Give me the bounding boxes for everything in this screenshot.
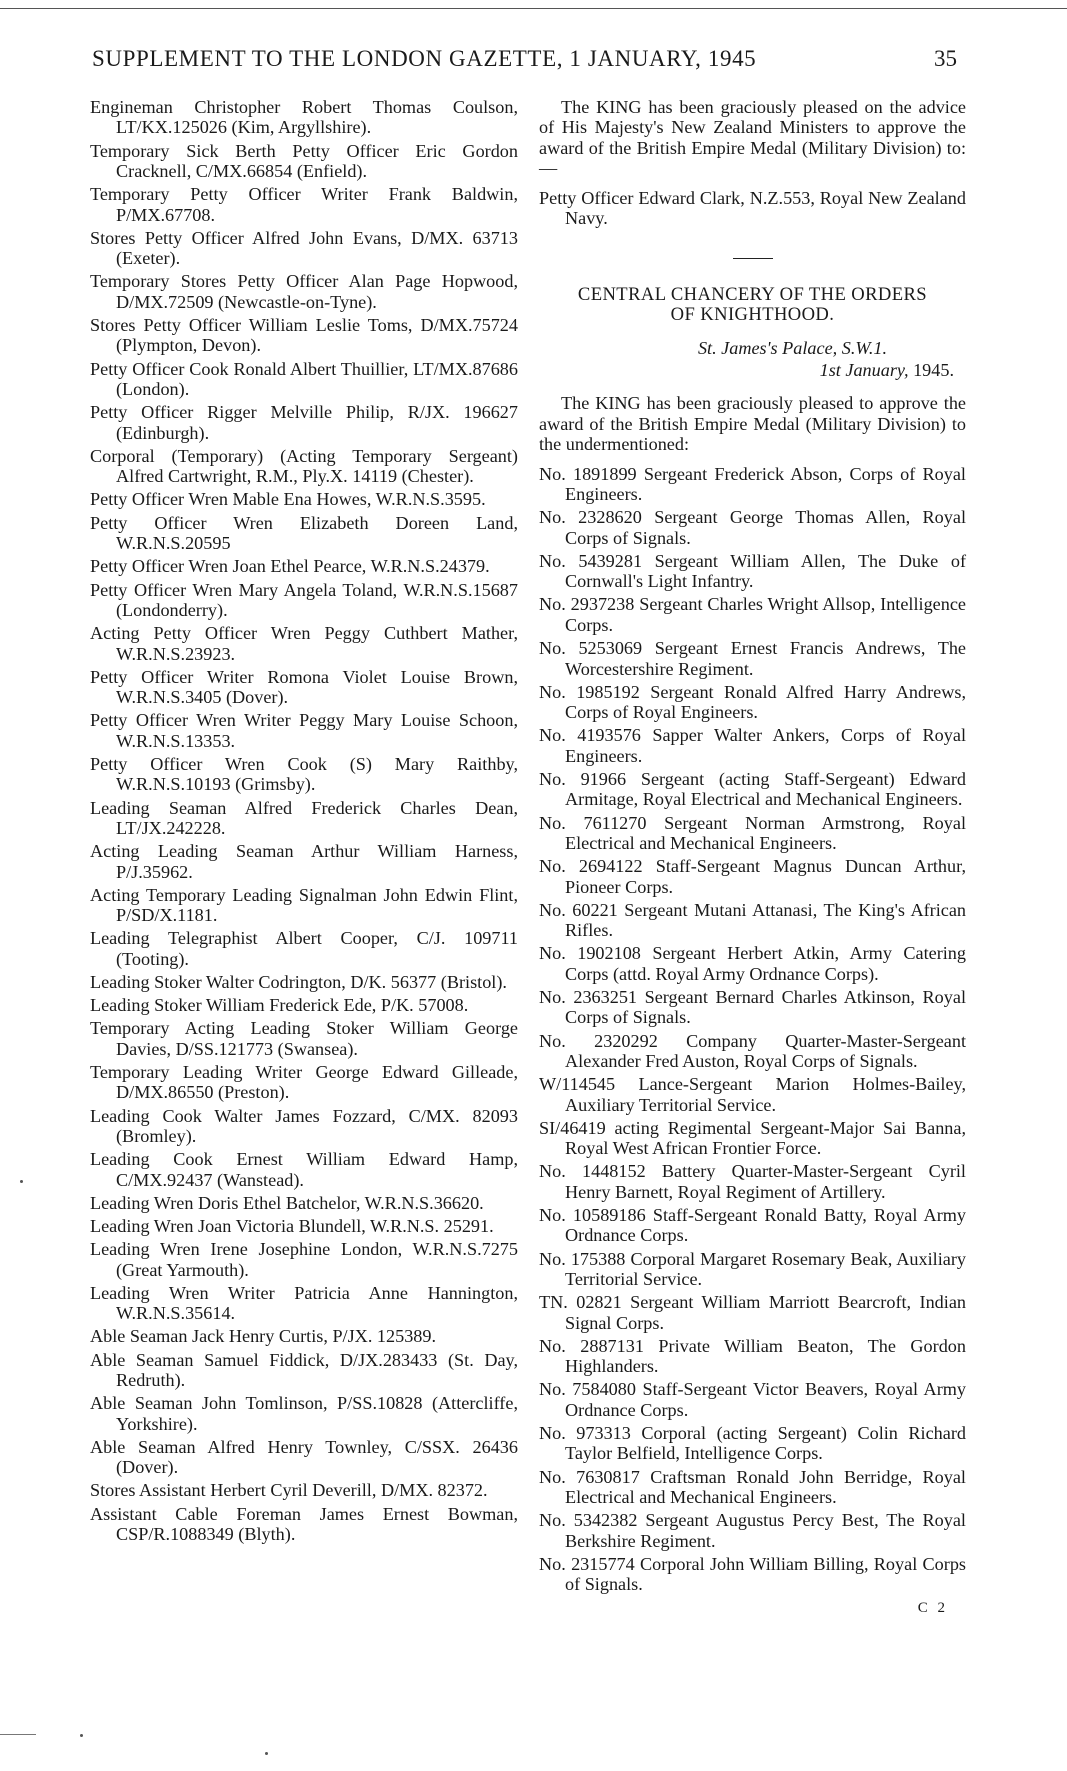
left-column (90, 97, 518, 1547)
award-entry: Stores Petty Officer Alfred John Evans, D/MX. 63713 (Exeter). (90, 227, 518, 269)
award-entry: Petty Officer Wren Mable Ena Howes, W.R.N.S.3595. (90, 489, 486, 510)
dateline-day: 1st January, (819, 360, 909, 381)
award-entry: Petty Officer Wren Mary Angela Toland, W.R.N.S.15687 (Londonderry). (90, 579, 518, 620)
award-entry: TN. 02821 Sergeant William Marriott Bearcroft, Indian Signal Corps. (539, 1292, 966, 1333)
award-entry: No. 2315774 Corporal John William Billing, Royal Corps of Signals. (539, 1553, 966, 1595)
right-column (539, 97, 966, 1618)
award-entry: Leading Wren Joan Victoria Blundell, W.R.N.S. 25291. (90, 1216, 494, 1237)
nz-award-entry: Petty Officer Edward Clark, N.Z.553, Royal New Zealand Navy. (539, 187, 966, 229)
award-entry: Petty Officer Writer Romona Violet Louise Brown, W.R.N.S.3405 (Dover). (90, 666, 518, 708)
award-entry: No. 91966 Sergeant (acting Staff-Sergeant) Edward Armitage, Royal Electrical and Mechanical Engineers. (539, 768, 966, 810)
award-list (539, 464, 966, 1595)
stray-dot (80, 1734, 83, 1737)
section-title-line: CENTRAL CHANCERY OF THE ORDERS (577, 284, 928, 306)
stray-dot (20, 1180, 23, 1183)
award-entry: No. 175388 Corporal Margaret Rosemary Beak, Auxiliary Territorial Service. (539, 1248, 966, 1290)
award-entry: Stores Assistant Herbert Cyril Deverill, D/MX. 82372. (90, 1480, 488, 1501)
award-entry: Petty Officer Rigger Melville Philip, R/JX. 196627 (Edinburgh). (90, 402, 518, 443)
award-entry: No. 60221 Sergeant Mutani Attanasi, The King's African Rifles. (539, 899, 966, 941)
award-entry: Corporal (Temporary) (Acting Temporary Sergeant) Alfred Cartwright, R.M., Ply.X. 14119 (Chester). (90, 445, 518, 487)
award-entry: No. 2320292 Company Quarter-Master-Sergeant Alexander Fred Auston, Royal Corps of Signals. (539, 1030, 966, 1071)
award-entry: No. 10589186 Staff-Sergeant Ronald Batty, Royal Army Ordnance Corps. (539, 1205, 966, 1246)
award-entry: Able Seaman Jack Henry Curtis, P/JX. 125389. (90, 1326, 437, 1347)
award-entry: Engineman Christopher Robert Thomas Coulson, LT/KX.125026 (Kim, Argyllshire). (90, 97, 518, 138)
award-entry: Acting Temporary Leading Signalman John Edwin Flint, P/SD/X.1181. (90, 884, 518, 926)
award-entry: No. 2887131 Private William Beaton, The Gordon Highlanders. (539, 1335, 966, 1377)
award-entry: No. 1902108 Sergeant Herbert Atkin, Army Catering Corps (attd. Royal Army Ordnance Corps). (539, 943, 966, 984)
dateline-place: St. James's Palace, S.W.1. (697, 338, 888, 359)
award-entry: Petty Officer Wren Elizabeth Doreen Land, W.R.N.S.20595 (90, 512, 518, 554)
section-divider (733, 258, 773, 259)
award-entry: No. 1891899 Sergeant Frederick Abson, Corps of Royal Engineers. (539, 463, 966, 505)
award-entry: Leading Stoker William Frederick Ede, P/K. 57008. (90, 995, 469, 1016)
award-entry: No. 5253069 Sergeant Ernest Francis Andrews, The Worcestershire Regiment. (539, 638, 966, 679)
award-entry: Leading Wren Irene Josephine London, W.R.N.S.7275 (Great Yarmouth). (90, 1239, 518, 1280)
award-entry: Leading Cook Ernest William Edward Hamp, C/MX.92437 (Wanstead). (90, 1149, 518, 1190)
award-entry: Temporary Stores Petty Officer Alan Page Hopwood, D/MX.72509 (Newcastle-on-Tyne). (90, 271, 518, 312)
award-entry: No. 1985192 Sergeant Ronald Alfred Harry Andrews, Corps of Royal Engineers. (539, 681, 966, 723)
section-title (539, 285, 966, 325)
award-entry: Temporary Acting Leading Stoker William George Davies, D/SS.121773 (Swansea). (90, 1018, 518, 1059)
award-intro-paragraph: The KING has been graciously pleased to approve the award of the British Empire Medal (Military Division) to the undermentioned: (539, 393, 966, 455)
award-entry: Petty Officer Wren Writer Peggy Mary Louise Schoon, W.R.N.S.13353. (90, 710, 518, 751)
award-entry: No. 973313 Corporal (acting Sergeant) Colin Richard Taylor Belfield, Intelligence Corps. (539, 1423, 966, 1464)
award-entry: No. 2937238 Sergeant Charles Wright Allsop, Intelligence Corps. (539, 594, 966, 635)
award-entry: Petty Officer Cook Ronald Albert Thuillier, LT/MX.87686 (London). (90, 358, 518, 400)
award-entry: Able Seaman John Tomlinson, P/SS.10828 (Attercliffe, Yorkshire). (90, 1393, 518, 1434)
award-entry: Able Seaman Alfred Henry Townley, C/SSX. 26436 (Dover). (90, 1436, 518, 1478)
award-entry: No. 7584080 Staff-Sergeant Victor Beavers, Royal Army Ordnance Corps. (539, 1379, 966, 1420)
award-entry: No. 1448152 Battery Quarter-Master-Sergeant Cyril Henry Barnett, Royal Regiment of Artillery. (539, 1161, 966, 1202)
award-entry: Leading Wren Doris Ethel Batchelor, W.R.N.S.36620. (90, 1192, 484, 1213)
award-entry: Petty Officer Wren Joan Ethel Pearce, W.R.N.S.24379. (90, 556, 490, 577)
page-number: 35 (934, 46, 957, 71)
signature-mark: C 2 (917, 1599, 948, 1616)
award-entry: No. 5342382 Sergeant Augustus Percy Best, The Royal Berkshire Regiment. (539, 1510, 966, 1551)
nz-award-paragraph: The KING has been graciously pleased on the advice of His Majesty's New Zealand Ministers to approve the award of the British Empire Medal (Military Division) to:— (539, 97, 966, 179)
section-title-line: OF KNIGHTHOOD. (670, 304, 835, 326)
page-header (92, 46, 957, 76)
award-entry: Leading Seaman Alfred Frederick Charles Dean, LT/JX.242228. (90, 797, 518, 838)
award-entry: Leading Stoker Walter Codrington, D/K. 56377 (Bristol). (90, 971, 507, 992)
award-entry: W/114545 Lance-Sergeant Marion Holmes-Bailey, Auxiliary Territorial Service. (539, 1074, 966, 1115)
dateline-date (539, 359, 966, 381)
award-entry: Petty Officer Wren Cook (S) Mary Raithby, W.R.N.S.10193 (Grimsby). (90, 753, 518, 795)
award-entry: No. 2328620 Sergeant George Thomas Allen, Royal Corps of Signals. (539, 507, 966, 548)
stray-dot (265, 1752, 268, 1755)
gazette-title: SUPPLEMENT TO THE LONDON GAZETTE, 1 JANUARY, 1945 (92, 46, 757, 71)
award-entry: No. 2694122 Staff-Sergeant Magnus Duncan Arthur, Pioneer Corps. (539, 856, 966, 897)
award-entry: No. 5439281 Sergeant William Allen, The Duke of Cornwall's Light Infantry. (539, 550, 966, 592)
award-entry: Able Seaman Samuel Fiddick, D/JX.283433 (St. Day, Redruth). (90, 1349, 518, 1391)
award-entry: Leading Wren Writer Patricia Anne Hannington, W.R.N.S.35614. (90, 1282, 518, 1324)
award-entry: Leading Cook Walter James Fozzard, C/MX. 82093 (Bromley). (90, 1105, 518, 1147)
award-entry: No. 4193576 Sapper Walter Ankers, Corps of Royal Engineers. (539, 725, 966, 766)
award-entry: Leading Telegraphist Albert Cooper, C/J. 109711 (Tooting). (90, 928, 518, 969)
top-rule (0, 8, 1067, 9)
award-entry: Assistant Cable Foreman James Ernest Bowman, CSP/R.1088349 (Blyth). (90, 1503, 518, 1545)
award-entry: Stores Petty Officer William Leslie Toms, D/MX.75724 (Plympton, Devon). (90, 315, 518, 356)
award-entry: Temporary Leading Writer George Edward Gilleade, D/MX.86550 (Preston). (90, 1062, 518, 1103)
award-entry: No. 2363251 Sergeant Bernard Charles Atkinson, Royal Corps of Signals. (539, 986, 966, 1028)
award-entry: No. 7630817 Craftsman Ronald John Berridge, Royal Electrical and Mechanical Engineers. (539, 1466, 966, 1508)
award-entry: Acting Leading Seaman Arthur William Harness, P/J.35962. (90, 841, 518, 882)
award-entry: Acting Petty Officer Wren Peggy Cuthbert Mather, W.R.N.S.23923. (90, 623, 518, 664)
award-entry: SI/46419 acting Regimental Sergeant-Major Sai Banna, Royal West African Frontier Force. (539, 1117, 966, 1159)
award-entry: Temporary Sick Berth Petty Officer Eric Gordon Cracknell, C/MX.66854 (Enfield). (90, 140, 518, 182)
footer-rule (0, 1734, 36, 1735)
award-entry: Temporary Petty Officer Writer Frank Baldwin, P/MX.67708. (90, 184, 518, 225)
dateline-year: 1945. (913, 360, 954, 381)
award-entry: No. 7611270 Sergeant Norman Armstrong, Royal Electrical and Mechanical Engineers. (539, 812, 966, 853)
